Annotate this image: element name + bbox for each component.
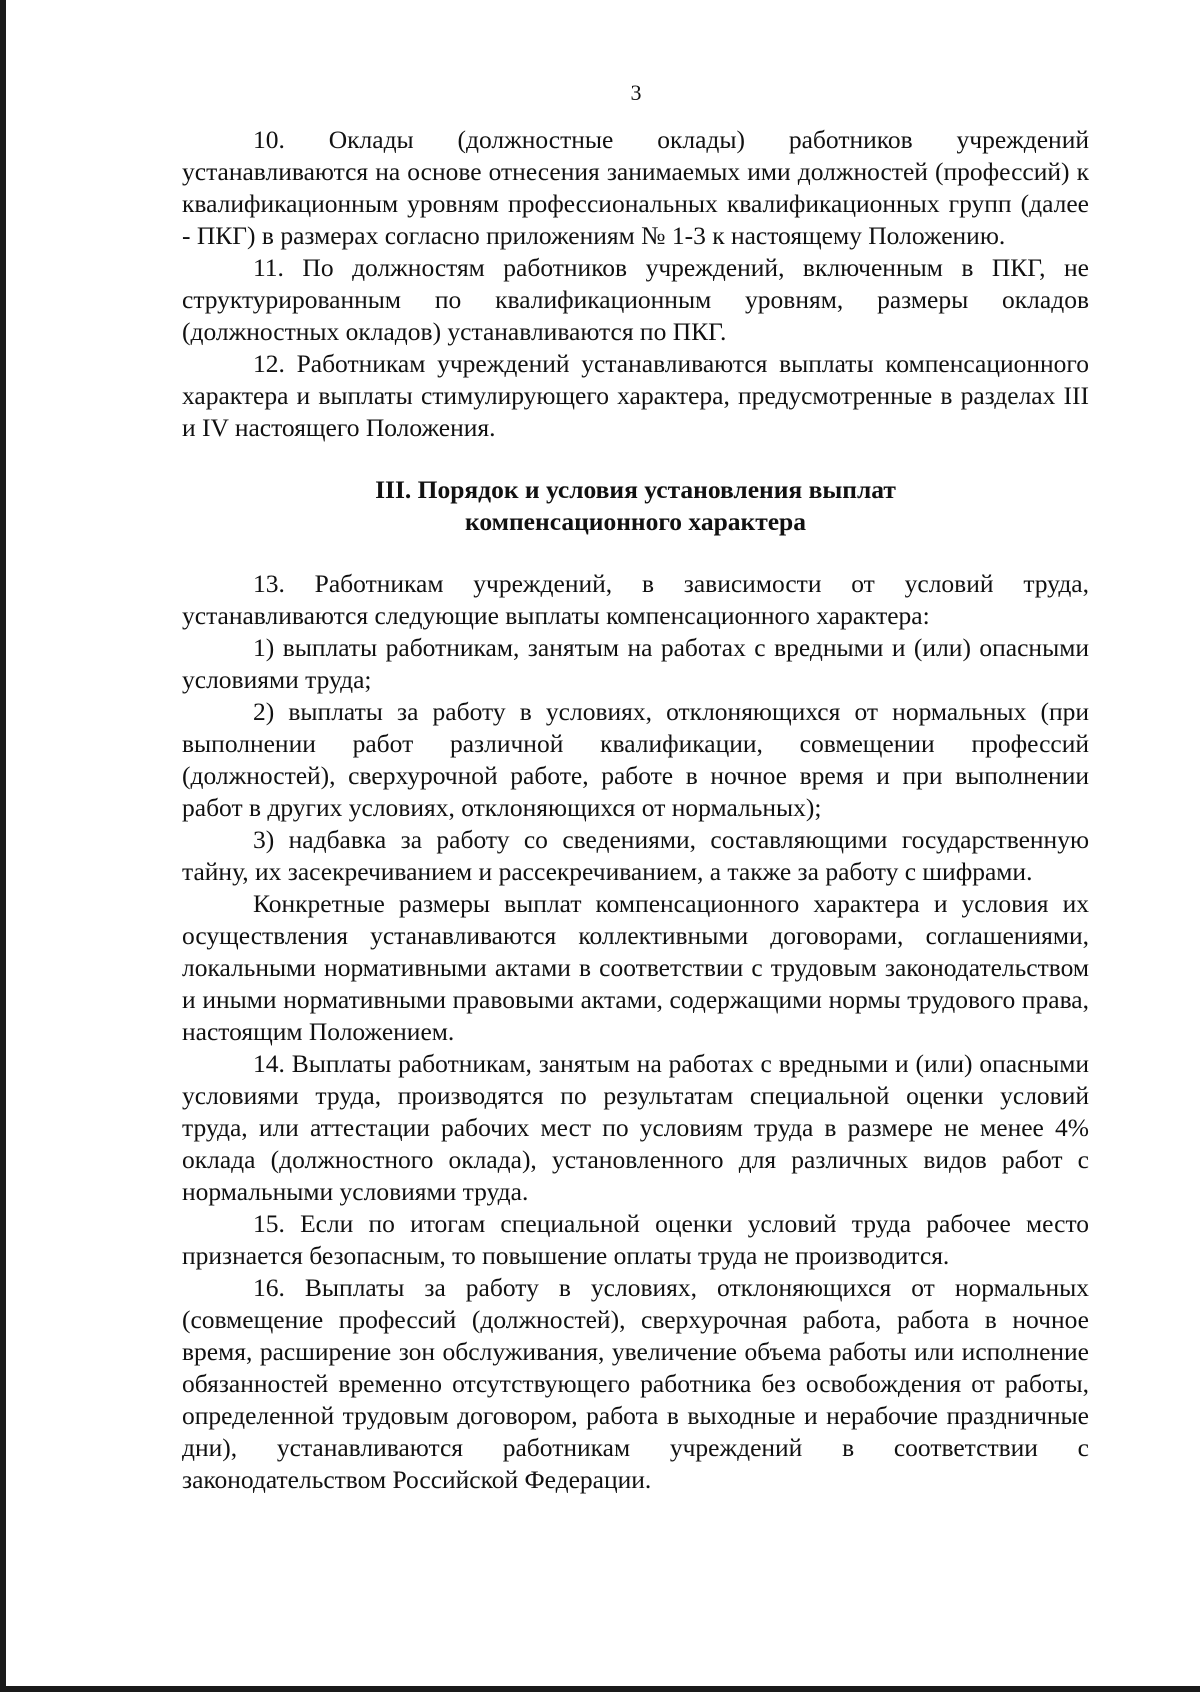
paragraph-14: 14. Выплаты работникам, занятым на работах с вредными и (или) опасными условиями труда, производятся по результатам специальной оценки условий труда, или аттестации рабочих мест по условиям труда в размере не менее 4% оклада (должностного оклада), установленного для различных видов работ с нормальными условиями труда.	[182, 1049, 1089, 1206]
paragraph-13: 13. Работникам учреждений, в зависимости от условий труда, устанавливаются следующие выплаты компенсационного характера:	[182, 569, 1089, 630]
scan-edge-left	[0, 0, 6, 1692]
document-body	[182, 124, 1089, 1496]
paragraph-10: 10. Оклады (должностные оклады) работников учреждений устанавливаются на основе отнесения занимаемых ими должностей (профессий) к квалификационным уровням профессиональных квалификационных групп (далее - ПКГ) в размерах согласно приложениям № 1-3 к настоящему Положению.	[182, 125, 1089, 250]
list-item-3: 3) надбавка за работу со сведениями, составляющими государственную тайну, их засекречиванием и рассекречиванием, а также за работу с шифрами.	[182, 825, 1089, 886]
page-number: 3	[630, 80, 642, 105]
paragraph-specific-amounts: Конкретные размеры выплат компенсационного характера и условия их осуществления устанавливаются коллективными договорами, соглашениями, локальными нормативными актами в соответствии с трудовым законодательством и иными нормативными правовыми актами, содержащими нормы трудового права, настоящим Положением.	[182, 889, 1089, 1046]
scan-edge-bottom	[0, 1686, 1200, 1692]
paragraph-11: 11. По должностям работников учреждений, включенным в ПКГ, не структурированным по квалификационным уровням, размеры окладов (должностных окладов) устанавливаются по ПКГ.	[182, 253, 1089, 346]
section-heading	[182, 474, 1089, 538]
list-item-1: 1) выплаты работникам, занятым на работах с вредными и (или) опасными условиями труда;	[182, 633, 1089, 694]
section-heading-line-2: компенсационного характера	[465, 507, 806, 536]
paragraph-15: 15. Если по итогам специальной оценки условий труда рабочее место признается безопасным, то повышение оплаты труда не производится.	[182, 1209, 1089, 1270]
list-item-2: 2) выплаты за работу в условиях, отклоняющихся от нормальных (при выполнении работ различной квалификации, совмещении профессий (должностей), сверхурочной работе, работе в ночное время и при выполнении работ в других условиях, отклоняющихся от нормальных);	[182, 697, 1089, 822]
section-heading-line-1: III. Порядок и условия установления выплат	[375, 475, 896, 504]
paragraph-16: 16. Выплаты за работу в условиях, отклоняющихся от нормальных (совмещение профессий (должностей), сверхурочная работа, работа в ночное время, расширение зон обслуживания, увеличение объема работы или исполнение обязанностей временно отсутствующего работника без освобождения от работы, определенной трудовым договором, работа в выходные и нерабочие праздничные дни), устанавливаются работникам учреждений в соответствии с законодательством Российской Федерации.	[182, 1273, 1089, 1494]
paragraph-12: 12. Работникам учреждений устанавливаются выплаты компенсационного характера и выплаты стимулирующего характера, предусмотренные в разделах III и IV настоящего Положения.	[182, 349, 1089, 442]
